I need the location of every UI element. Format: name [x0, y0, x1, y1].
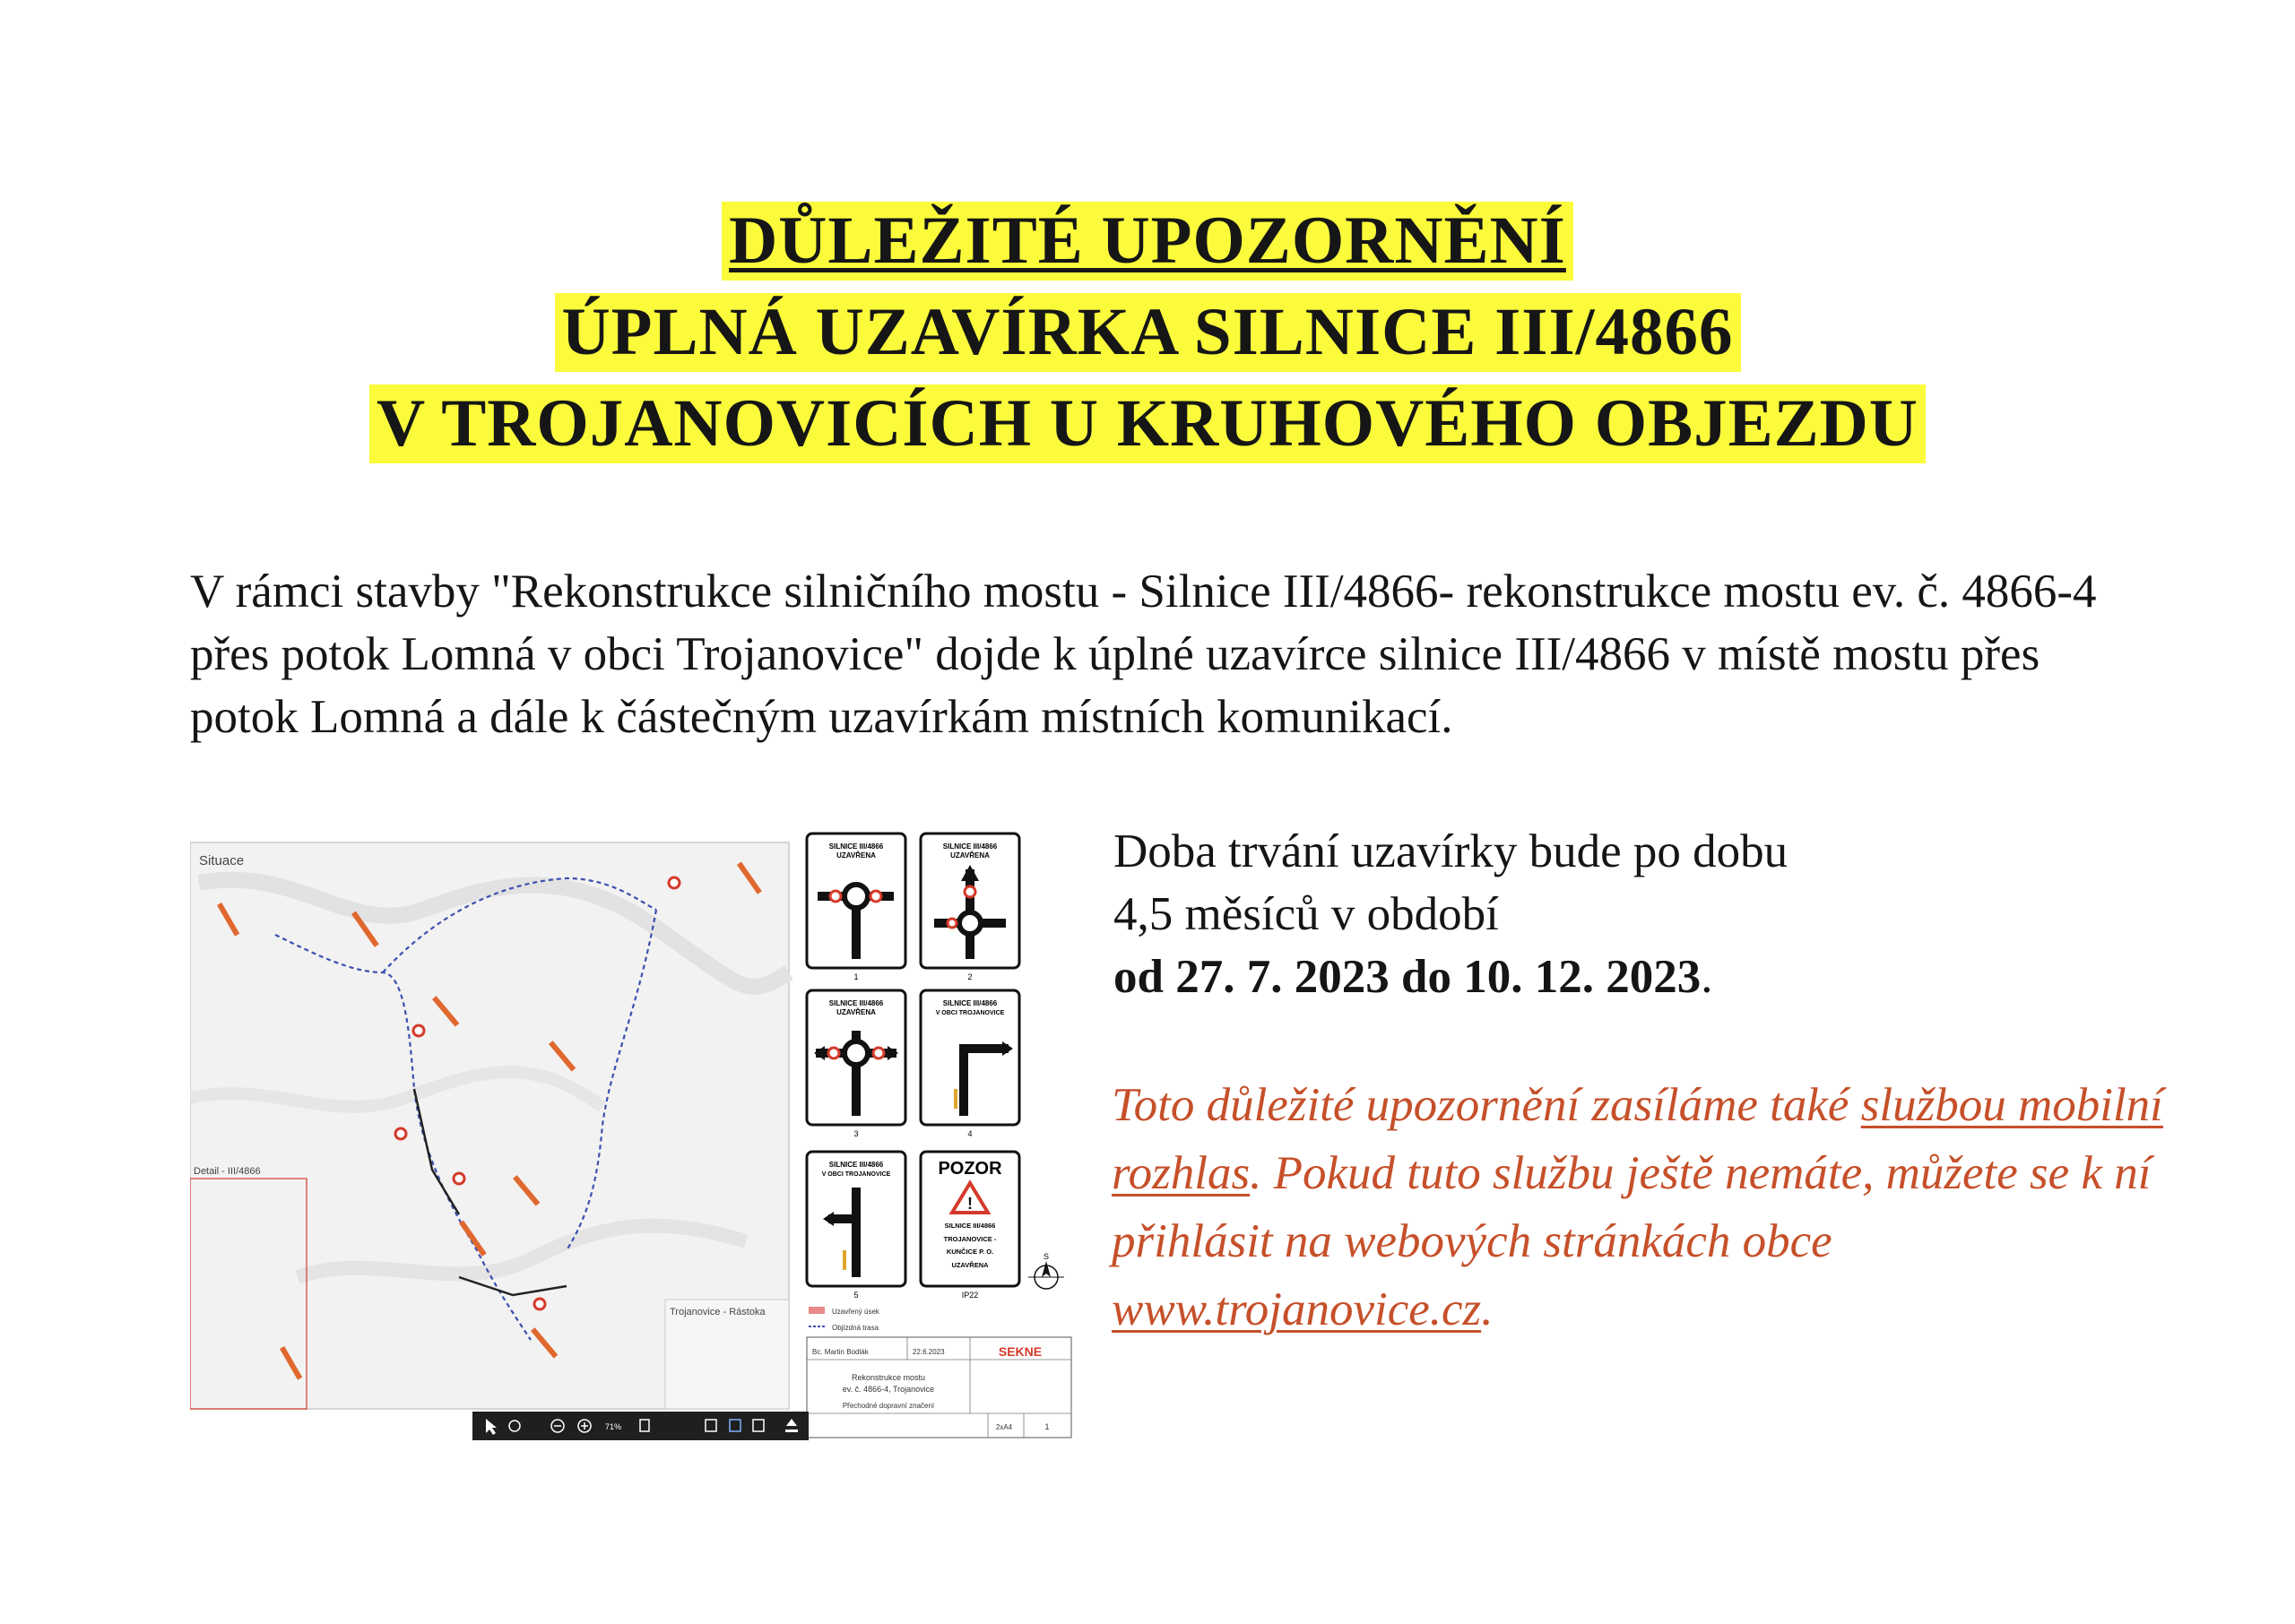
- title-stamp: [807, 1337, 1071, 1438]
- zoom-level: 71%: [604, 1422, 622, 1431]
- sign-1-header2: UZAVŘENA: [836, 851, 876, 860]
- viewer-toolbar: [472, 1412, 809, 1440]
- notice-block: [1112, 1071, 2187, 1343]
- sign-5-number: 5: [853, 1291, 859, 1300]
- compass-icon: [1028, 1252, 1064, 1289]
- sign-4-header1: SILNICE III/4866: [942, 999, 998, 1007]
- signs-panel: [807, 834, 1064, 1300]
- title-line-3: V TROJANOVICÍCH U KRUHOVÉHO OBJEZDU: [369, 384, 1926, 463]
- stamp-author: Bc. Martin Bodlák: [812, 1348, 869, 1356]
- notice-part-2: . Pokud tuto službu ještě nemáte, můžete se k ní přihlásit na webových stránkách obce: [1112, 1147, 2152, 1267]
- sign-4-header2: V OBCI TROJANOVICE: [935, 1010, 1005, 1016]
- website-link[interactable]: www.trojanovice.cz: [1112, 1283, 1482, 1335]
- duration-dates-line: [1113, 946, 2189, 1008]
- sign-5-header1: SILNICE III/4866: [828, 1161, 884, 1169]
- legend-item-closed: Uzavřený úsek: [832, 1308, 879, 1316]
- title-line-1: DŮLEŽITÉ UPOZORNĚNÍ: [722, 202, 1573, 281]
- sign-ip22-number: IP22: [961, 1291, 979, 1300]
- duration-line-1: Doba trvání uzavírky bude po dobu: [1113, 825, 1788, 877]
- inset-label: Trojanovice - Rástoka: [670, 1307, 766, 1317]
- legend-item-detour: Objízdná trasa: [832, 1324, 879, 1332]
- stamp-project-2: ev. č. 4866-4, Trojanovice: [842, 1385, 935, 1394]
- stamp-date: 22.6.2023: [913, 1348, 945, 1356]
- notice-part-1: Toto důležité upozornění zasíláme také: [1112, 1079, 1849, 1131]
- traffic-plan-drawing: [190, 829, 1078, 1443]
- notice-part-3: .: [1481, 1283, 1494, 1335]
- stamp-project-1: Rekonstrukce mostu: [851, 1373, 926, 1382]
- sign-4-number: 4: [967, 1129, 973, 1138]
- sign-ip22-header1: POZOR: [938, 1159, 1002, 1179]
- stamp-sheet: 1: [1044, 1422, 1050, 1431]
- compass-label: S: [1043, 1252, 1050, 1261]
- mobile-radio-link[interactable]: službou mobilní rozhlas: [1112, 1079, 2163, 1199]
- sign-3-header2: UZAVŘENA: [836, 1008, 876, 1016]
- stamp-company: SEKNE: [998, 1344, 1043, 1359]
- duration-block: [1113, 820, 2189, 1008]
- sign-3-header1: SILNICE III/4866: [828, 999, 884, 1007]
- sign-ip22-header5: UZAVŘENA: [951, 1261, 989, 1269]
- sign-ip22-header4: KUNČICE P. O.: [946, 1248, 994, 1256]
- legend: [809, 1307, 880, 1332]
- sign-2-header1: SILNICE III/4866: [942, 842, 998, 851]
- sign-2-header2: UZAVŘENA: [950, 851, 990, 860]
- sign-1-header1: SILNICE III/4866: [828, 842, 884, 851]
- closure-sign-marker: [413, 1025, 424, 1036]
- duration-line-2: 4,5 měsíců v období: [1113, 888, 1499, 940]
- map-label: Situace: [199, 853, 245, 868]
- sign-ip22-header2: SILNICE III/4866: [944, 1222, 996, 1230]
- intro-paragraph: V rámci stavby "Rekonstrukce silničního mostu - Silnice III/4866- rekonstrukce mostu ev. č. 4866-4 přes potok Lomná v obci Trojanovice" dojde k úplné uzavírce silnice III/4866 v místě mostu přes potok Lomná a dále k částečným uzavírkám místních komunikací.: [190, 566, 2097, 743]
- sign-1-number: 1: [853, 972, 859, 981]
- stamp-scale: 2xA4: [995, 1423, 1013, 1431]
- duration-dates: od 27. 7. 2023 do 10. 12. 2023: [1113, 951, 1702, 1003]
- duration-dates-end: .: [1701, 951, 1713, 1003]
- sign-ip22-header3: TROJANOVICE -: [943, 1235, 997, 1243]
- sign-3-number: 3: [853, 1129, 859, 1138]
- detail-label: Detail - III/4866: [194, 1166, 261, 1177]
- stamp-drawing: Přechodné dopravní značení: [842, 1402, 935, 1410]
- title-line-2: ÚPLNÁ UZAVÍRKA SILNICE III/4866: [555, 293, 1741, 372]
- situation-map: [190, 842, 789, 1409]
- sign-2-number: 2: [967, 972, 973, 981]
- title-block: [0, 202, 2295, 476]
- svg-text:!: !: [967, 1195, 973, 1213]
- sign-5-header2: V OBCI TROJANOVICE: [821, 1171, 891, 1178]
